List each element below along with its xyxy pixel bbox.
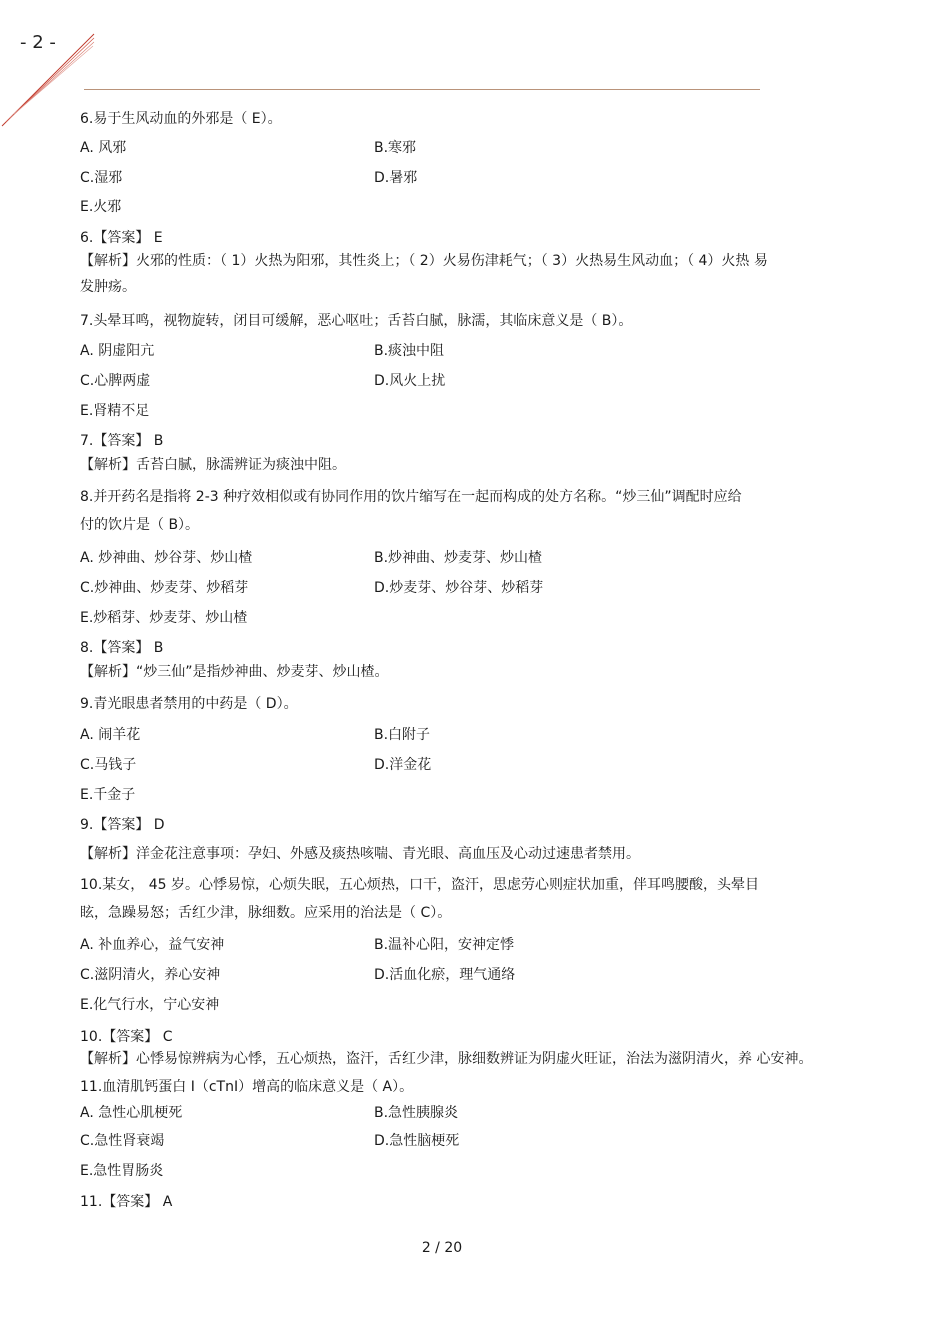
- question-9: 9.青光眼患者禁用的中药是（ D）。: [80, 696, 298, 712]
- option-c: C.马钱子: [80, 757, 137, 773]
- answer-9: 9.【答案】 D: [80, 817, 165, 833]
- option-a: A. 阴虚阳亢: [80, 343, 155, 359]
- option-a: A. 闹羊花: [80, 727, 141, 743]
- question-8: 8.并开药名是指将 2-3 种疗效相似或有协同作用的饮片缩写在一起而构成的处方名称。“炒三仙”调配时应给: [80, 489, 742, 505]
- answer-6: 6.【答案】 E: [80, 230, 163, 246]
- option-a: A. 急性心肌梗死: [80, 1105, 183, 1121]
- option-d: D.急性脑梗死: [374, 1133, 460, 1149]
- option-b: B.温补心阳，安神定悸: [374, 937, 515, 953]
- header-rule: [84, 89, 760, 90]
- option-d: D.风火上扰: [374, 373, 446, 389]
- option-e: E.化气行水，宁心安神: [80, 997, 220, 1013]
- option-d: D.炒麦芽、炒谷芽、炒稻芽: [374, 580, 544, 596]
- page-number: 2 / 20: [421, 1240, 463, 1256]
- explanation-9: 【解析】洋金花注意事项：孕妇、外感及痰热咳喘、青光眼、高血压及心动过速患者禁用。: [80, 846, 640, 862]
- option-b: B.急性胰腺炎: [374, 1105, 459, 1121]
- option-e: E.急性胃肠炎: [80, 1163, 164, 1179]
- answer-8: 8.【答案】 B: [80, 640, 164, 656]
- option-a: A. 炒神曲、炒谷芽、炒山楂: [80, 550, 253, 566]
- option-e: E.炒稻芽、炒麦芽、炒山楂: [80, 610, 248, 626]
- explanation-8: 【解析】“炒三仙”是指炒神曲、炒麦芽、炒山楂。: [80, 664, 389, 680]
- option-e: E.肾精不足: [80, 403, 150, 419]
- answer-7: 7.【答案】 B: [80, 433, 164, 449]
- question-11: 11.血清肌钙蛋白 I（cTnI）增高的临床意义是（ A）。: [80, 1079, 414, 1095]
- option-b: B.白附子: [374, 727, 431, 743]
- question-6: 6.易于生风动血的外邪是（ E）。: [80, 111, 282, 127]
- option-a: A. 风邪: [80, 140, 127, 156]
- explanation-7: 【解析】舌苔白腻，脉濡辨证为痰浊中阻。: [80, 457, 346, 473]
- explanation-10: 【解析】心悸易惊辨病为心悸，五心烦热，盗汗，舌红少津，脉细数辨证为阴虚火旺证，治法为滋阴清火，养 心安神。: [80, 1051, 813, 1067]
- answer-11: 11.【答案】 A: [80, 1194, 173, 1210]
- option-c: C.急性肾衰竭: [80, 1133, 165, 1149]
- question-10-cont: 眩，急躁易怒；舌红少津，脉细数。应采用的治法是（ C）。: [80, 905, 452, 921]
- option-e: E.火邪: [80, 199, 122, 215]
- question-7: 7.头晕耳鸣，视物旋转，闭目可缓解，恶心呕吐；舌苔白腻，脉濡，其临床意义是（ B）。: [80, 313, 633, 329]
- option-c: C.炒神曲、炒麦芽、炒稻芽: [80, 580, 249, 596]
- option-b: B.痰浊中阻: [374, 343, 445, 359]
- explanation-6: 【解析】火邪的性质：（ 1）火热为阳邪，其性炎上；（ 2）火易伤津耗气；（ 3）火热易生风动血；（ 4）火热 易: [80, 253, 768, 269]
- option-d: D.暑邪: [374, 170, 418, 186]
- page-label: - 2 -: [20, 32, 56, 53]
- option-e: E.千金子: [80, 787, 136, 803]
- option-c: C.心脾两虚: [80, 373, 151, 389]
- explanation-6-cont: 发肿疡。: [80, 279, 136, 295]
- option-d: D.洋金花: [374, 757, 432, 773]
- option-b: B.炒神曲、炒麦芽、炒山楂: [374, 550, 543, 566]
- option-a: A. 补血养心，益气安神: [80, 937, 225, 953]
- question-8-cont: 付的饮片是（ B）。: [80, 517, 200, 533]
- question-10: 10.某女， 45 岁。心悸易惊，心烦失眠，五心烦热，口干，盗汗，思虑劳心则症状加重，伴耳鸣腰酸，头晕目: [80, 877, 759, 893]
- option-b: B.寒邪: [374, 140, 417, 156]
- option-c: C.湿邪: [80, 170, 123, 186]
- answer-10: 10.【答案】 C: [80, 1029, 173, 1045]
- option-c: C.滋阴清火，养心安神: [80, 967, 221, 983]
- option-d: D.活血化瘀，理气通络: [374, 967, 516, 983]
